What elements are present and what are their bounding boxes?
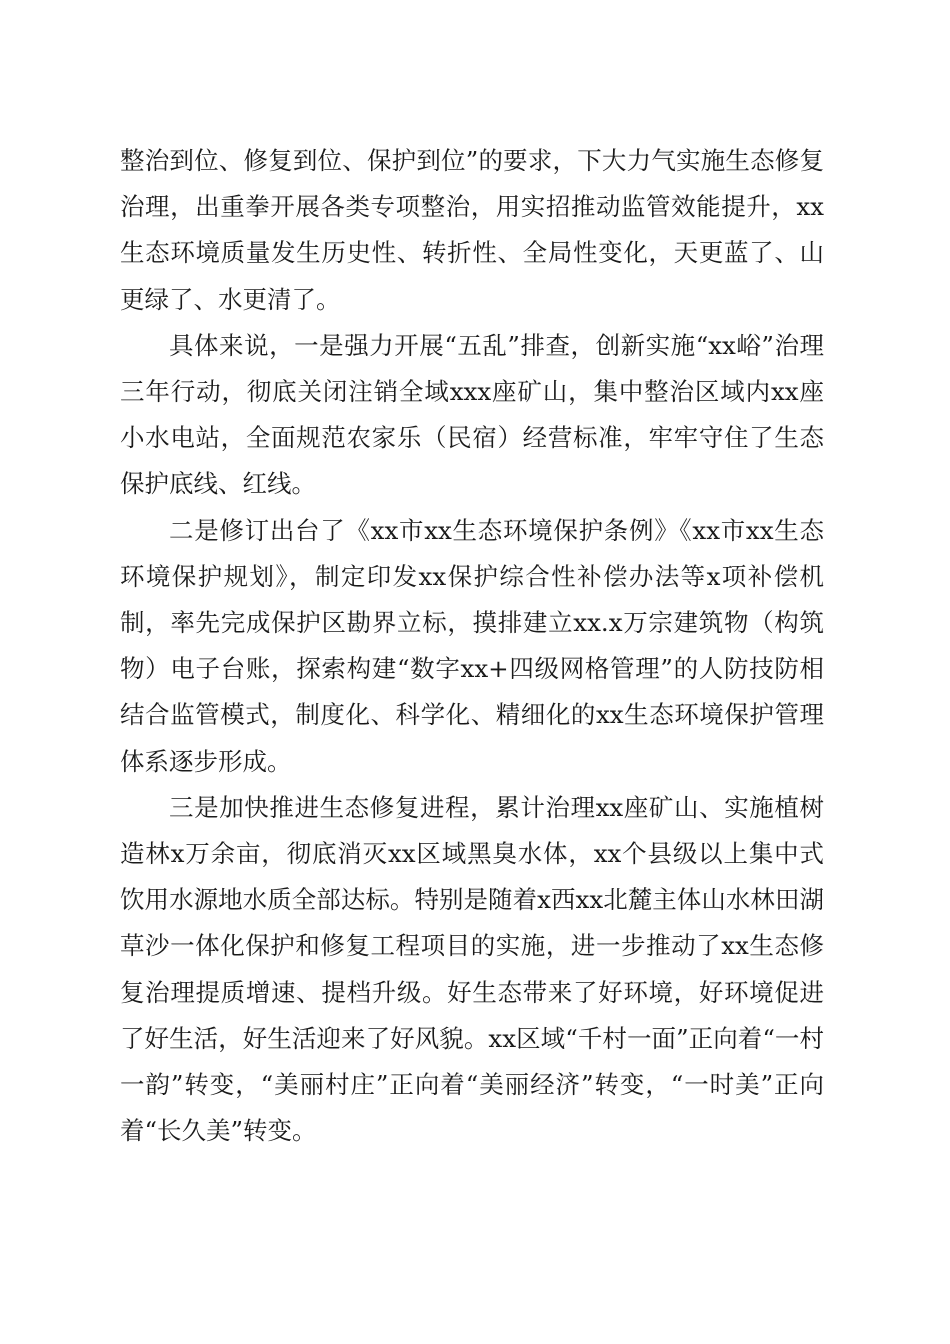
paragraph-4: 三是加快推进生态修复进程，累计治理xx座矿山、实施植树造林x万余亩，彻底消灭xx区域黑臭水体，xx个县级以上集中式饮用水源地水质全部达标。特别是随着x西xx北麓主体山水林田湖草沙一体化保护和修复工程项目的实施，进一步推动了xx生态修复治理提质增速、提档升级。好生态带来了好环境，好环境促进了好生活，好生活迎来了好风貌。xx区域“千村一面”正向着“一村一韵”转变，“美丽村庄”正向着“美丽经济”转变，“一时美”正向着“长久美”转变。 <box>120 792 824 1146</box>
paragraph-2: 具体来说，一是强力开展“五乱”排查，创新实施“xx峪”治理三年行动，彻底关闭注销全域xxx座矿山，集中整治区域内xx座小水电站，全面规范农家乐（民宿）经营标准，牢牢守住了生态保护底线、红线。 <box>120 330 824 499</box>
document-body <box>120 138 824 1154</box>
paragraph-1: 整治到位、修复到位、保护到位”的要求，下大力气实施生态修复治理，出重拳开展各类专项整治，用实招推动监管效能提升，xx生态环境质量发生历史性、转折性、全局性变化，天更蓝了、山更绿了、水更清了。 <box>120 146 824 314</box>
paragraph-3: 二是修订出台了《xx市xx生态环境保护条例》《xx市xx生态环境保护规划》，制定印发xx保护综合性补偿办法等x项补偿机制，率先完成保护区勘界立标，摸排建立xx.x万宗建筑物（构筑物）电子台账，探索构建“数字xx+四级网格管理”的人防技防相结合监管模式，制度化、科学化、精细化的xx生态环境保护管理体系逐步形成。 <box>120 515 824 776</box>
